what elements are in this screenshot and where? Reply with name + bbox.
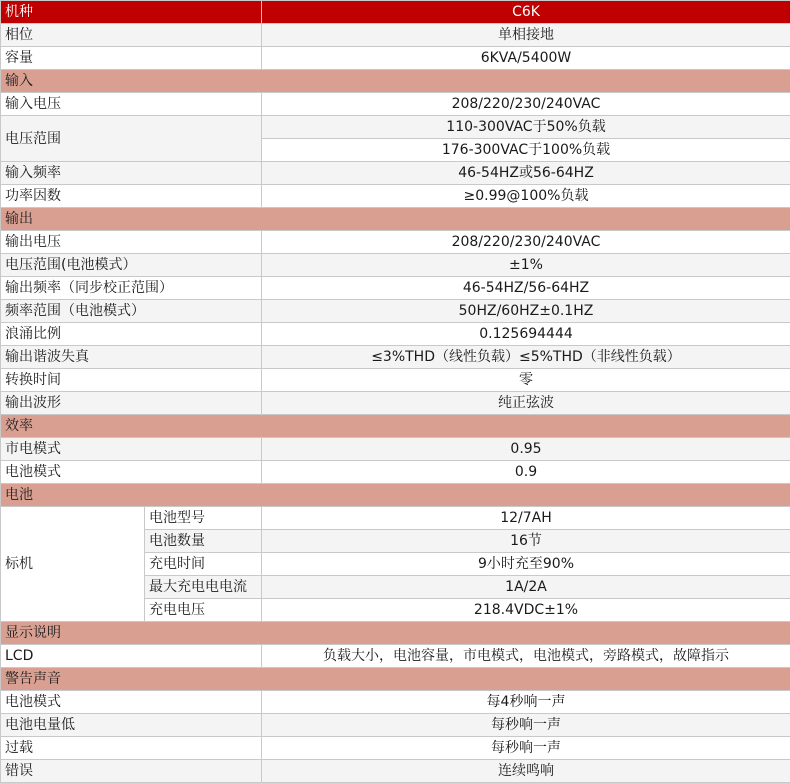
row-value: 连续鸣响 (262, 760, 790, 783)
power-factor-value: ≥0.99@100%负载 (262, 185, 790, 208)
row-value: 218.4VDC±1% (262, 599, 790, 622)
battery-group-label: 标机 (1, 507, 145, 622)
section-title: 输入 (1, 70, 790, 93)
row-label: 电池模式 (1, 461, 262, 484)
model-label: 机种 (1, 1, 262, 24)
section-input (1, 70, 790, 93)
section-efficiency (1, 415, 790, 438)
spec-row (1, 162, 790, 185)
power-factor-label: 功率因数 (1, 185, 262, 208)
row-value: 50HZ/60HZ±0.1HZ (262, 300, 790, 323)
spec-row (1, 254, 790, 277)
row-value: 1A/2A (262, 576, 790, 599)
spec-row (1, 507, 790, 530)
row-value: 纯正弦波 (262, 392, 790, 415)
row-value: 208/220/230/240VAC (262, 231, 790, 254)
row-label: LCD (1, 645, 262, 668)
spec-row (1, 714, 790, 737)
section-output (1, 208, 790, 231)
row-label: 输出波形 (1, 392, 262, 415)
section-alarm (1, 668, 790, 691)
capacity-value: 6KVA/5400W (262, 47, 790, 70)
row-label: 最大充电电电流 (145, 576, 262, 599)
row-value: 46-54HZ/56-64HZ (262, 277, 790, 300)
input-frequency-value: 46-54HZ或56-64HZ (262, 162, 790, 185)
voltage-range-label: 电压范围 (1, 116, 262, 162)
spec-row (1, 323, 790, 346)
capacity-label: 容量 (1, 47, 262, 70)
section-battery (1, 484, 790, 507)
row-value: ≤3%THD（线性负载）≤5%THD（非线性负载） (262, 346, 790, 369)
row-label: 电压范围(电池模式） (1, 254, 262, 277)
row-label: 电池模式 (1, 691, 262, 714)
spec-row (1, 346, 790, 369)
section-title: 显示说明 (1, 622, 790, 645)
spec-row (1, 461, 790, 484)
row-label: 过载 (1, 737, 262, 760)
spec-row (1, 231, 790, 254)
spec-row (1, 691, 790, 714)
input-voltage-label: 输入电压 (1, 93, 262, 116)
phase-label: 相位 (1, 24, 262, 47)
row-label: 输出频率（同步校正范围） (1, 277, 262, 300)
spec-row (1, 737, 790, 760)
row-value: 每4秒响一声 (262, 691, 790, 714)
row-label: 电池型号 (145, 507, 262, 530)
input-voltage-value: 208/220/230/240VAC (262, 93, 790, 116)
spec-row (1, 392, 790, 415)
voltage-range-value-1: 110-300VAC于50%负载 (262, 116, 790, 139)
input-frequency-label: 输入频率 (1, 162, 262, 185)
spec-row (1, 185, 790, 208)
row-label: 错误 (1, 760, 262, 783)
spec-row (1, 300, 790, 323)
row-value: 0.125694444 (262, 323, 790, 346)
row-label: 输出电压 (1, 231, 262, 254)
row-label: 电池电量低 (1, 714, 262, 737)
spec-row (1, 24, 790, 47)
section-title: 电池 (1, 484, 790, 507)
spec-row (1, 438, 790, 461)
row-value: 16节 (262, 530, 790, 553)
row-label: 电池数量 (145, 530, 262, 553)
row-value: 每秒响一声 (262, 737, 790, 760)
section-display (1, 622, 790, 645)
row-label: 频率范围（电池模式） (1, 300, 262, 323)
spec-row (1, 277, 790, 300)
row-value: 12/7AH (262, 507, 790, 530)
section-title: 警告声音 (1, 668, 790, 691)
row-label: 浪涌比例 (1, 323, 262, 346)
section-title: 效率 (1, 415, 790, 438)
spec-row (1, 116, 790, 139)
row-value: 负载大小，电池容量，市电模式，电池模式，旁路模式，故障指示 (262, 645, 790, 668)
row-value: 9小时充至90% (262, 553, 790, 576)
spec-row (1, 645, 790, 668)
model-value: C6K (262, 1, 790, 24)
row-value: 0.9 (262, 461, 790, 484)
row-label: 输出谐波失真 (1, 346, 262, 369)
model-header-row (1, 1, 790, 24)
spec-row (1, 93, 790, 116)
phase-value: 单相接地 (262, 24, 790, 47)
section-title: 输出 (1, 208, 790, 231)
spec-row (1, 47, 790, 70)
row-value: 零 (262, 369, 790, 392)
row-value: 0.95 (262, 438, 790, 461)
row-value: ±1% (262, 254, 790, 277)
row-label: 市电模式 (1, 438, 262, 461)
row-label: 转换时间 (1, 369, 262, 392)
row-label: 充电时间 (145, 553, 262, 576)
row-label: 充电电压 (145, 599, 262, 622)
voltage-range-value-2: 176-300VAC于100%负载 (262, 139, 790, 162)
spec-row (1, 369, 790, 392)
spec-row (1, 760, 790, 783)
row-value: 每秒响一声 (262, 714, 790, 737)
